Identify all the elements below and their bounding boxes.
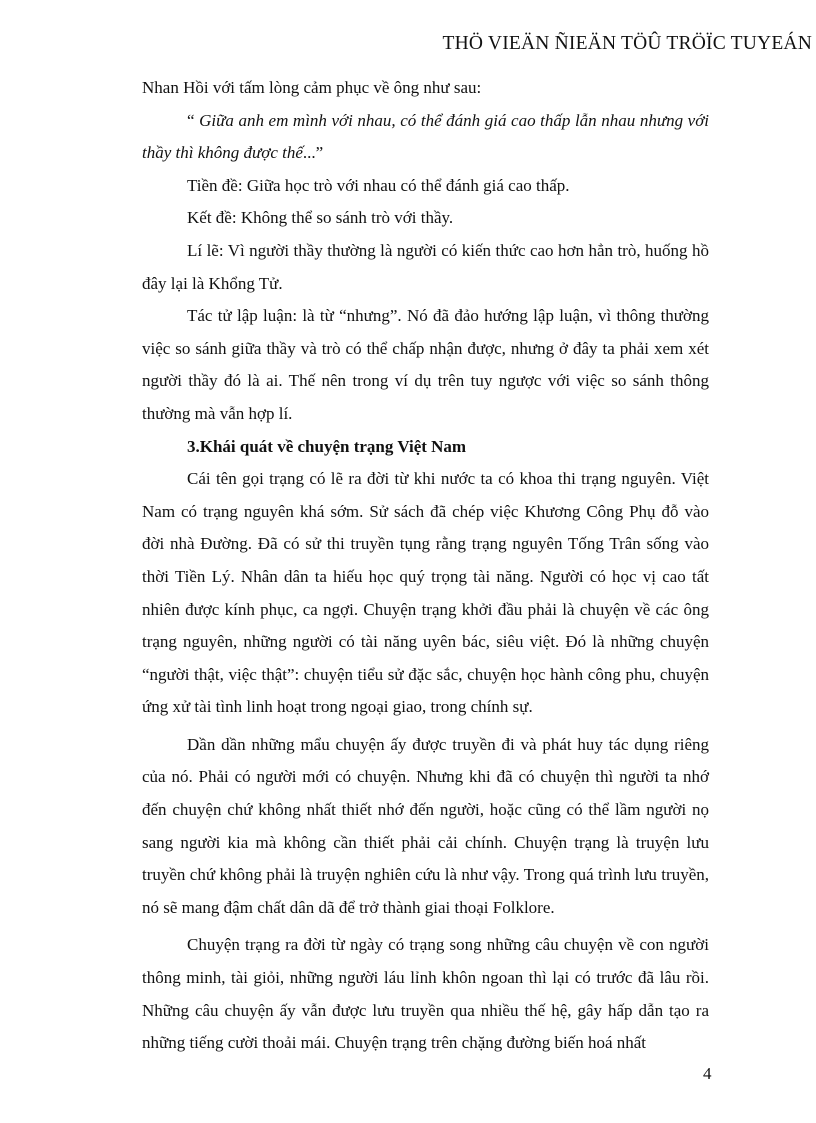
conclusion-paragraph: Kết đề: Không thể so sánh trò với thầy. — [187, 208, 454, 228]
premise-paragraph: Tiền đề: Giữa học trò với nhau có thể đánh giá cao thấp. — [187, 175, 570, 195]
page-number: 4 — [703, 1064, 712, 1083]
quote-text: Giữa anh em mình với nhau, có thể đánh giá cao thấp lẫn nhau nhưng với thầy thì không được thế — [142, 110, 710, 163]
document-body — [142, 72, 709, 1060]
reason-paragraph: Lí lẽ: Vì người thầy thường là người có kiến thức cao hơn hẳn trò, huống hồ đây lại là Khổng Tử. — [142, 240, 709, 293]
intro-line: Nhan Hồi với tấm lòng cảm phục về ông như sau: — [142, 78, 482, 97]
argument-operator-paragraph: Tác tử lập luận: là từ “nhưng”. Nó đã đảo hướng lập luận, vì thông thường việc so sánh giữa thầy và trò có thể chấp nhận được, nhưng ở đây ta phải xem xét người thầy đó là ai. Thế nên trong ví dụ trên tuy ngược với việc so sánh thông thường mà vẫn hợp lí. — [142, 306, 709, 423]
quote-close-mark: ...” — [302, 143, 324, 163]
paragraph-2: Dần dần những mẩu chuyện ấy được truyền đi và phát huy tác dụng riêng của nó. Phải có người mới có chuyện. Nhưng khi đã có chuyện thì người ta nhớ đến chuyện chứ không nhất thiết nhớ đến người, hoặc cũng có thể lầm người nọ sang người kia mà không cần thiết phải cải chính. Chuyện trạng là truyện lưu truyền chứ không phải là truyện nghiên cứu là như vậy. Trong quá trình lưu truyền, nó sẽ mang đậm chất dân dã để trở thành giai thoại Folklore. — [142, 734, 709, 917]
paragraph-1: Cái tên gọi trạng có lẽ ra đời từ khi nước ta có khoa thi trạng nguyên. Việt Nam có trạng nguyên khá sớm. Sử sách đã chép việc Khương Công Phụ đỗ vào đời nhà Đường. Đã có sử thi truyền tụng rằng trạng nguyên Tống Trân sống vào thời Tiền Lý. Nhân dân ta hiếu học quý trọng tài năng. Người có học vị cao tất nhiên được kính phục, ca ngợi. Chuyện trạng khởi đầu phải là chuyện về các ông trạng nguyên, những người có tài năng uyên bác, siêu việt. Đó là những chuyện “người thật, việc thật”: chuyện tiểu sử đặc sắc, chuyện học hành công phu, chuyện ứng xử tài tình linh hoạt trong ngoại giao, trong chính sự. — [142, 469, 709, 717]
library-header: THÖ VIEÄN ÑIEÄN TÖÛ TRÖÏC TUYEÁN — [442, 33, 812, 54]
section-heading: 3.Khái quát về chuyện trạng Việt Nam — [187, 436, 467, 456]
quote-open-mark: “ — [187, 110, 200, 130]
quote-paragraph — [142, 105, 709, 170]
paragraph-3: Chuyện trạng ra đời từ ngày có trạng song những câu chuyện về con người thông minh, tài giỏi, những người láu lỉnh khôn ngoan thì lại có trước đã lâu rồi. Những câu chuyện ấy vẫn được lưu truyền qua nhiều thế hệ, gây hấp dẫn tạo ra những tiếng cười thoải mái. Chuyện trạng trên chặng đường biến hoá nhất — [142, 935, 709, 1053]
